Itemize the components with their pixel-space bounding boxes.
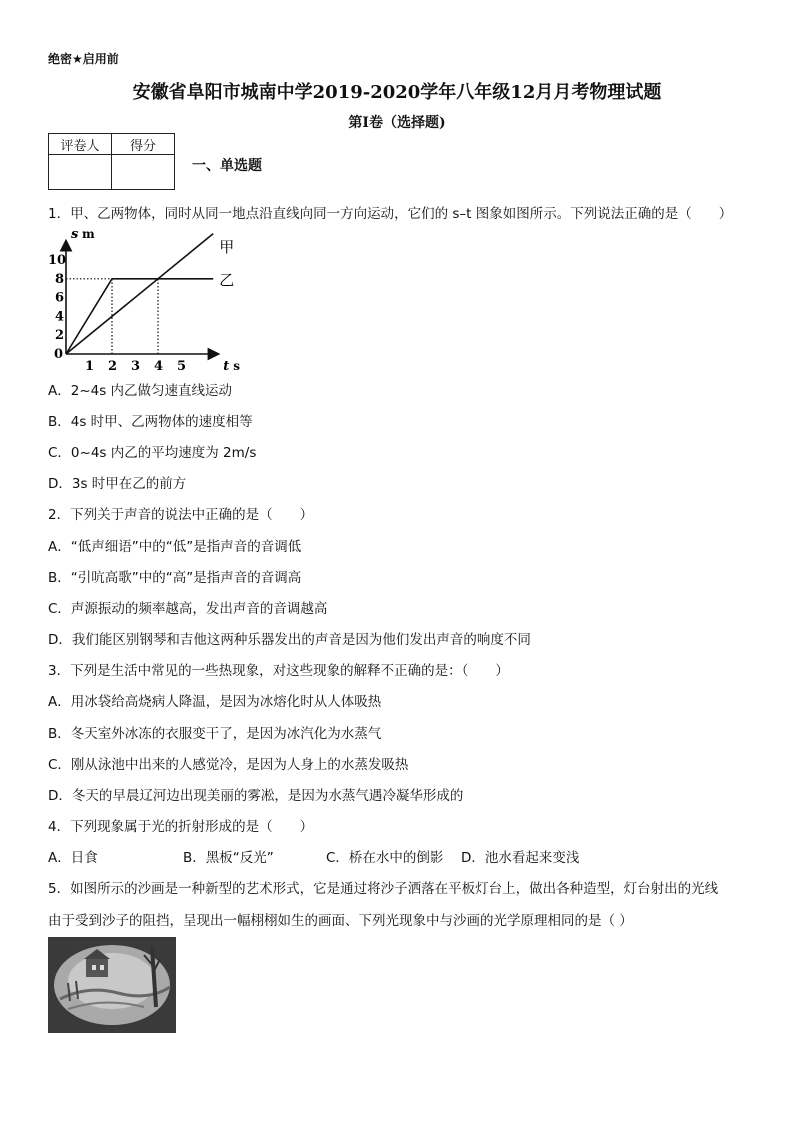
q4-option-c: C．桥在水中的倒影 <box>326 850 444 866</box>
q1-stem: 1．甲、乙两物体，同时从同一地点沿直线向同一方向运动，它们的 s–t 图象如图所示。下列说法正确的是（ ） <box>48 206 733 222</box>
x-tick-label: 3 <box>131 359 141 372</box>
series-label: 乙 <box>219 270 235 289</box>
y-tick-label: 10 <box>48 253 67 268</box>
x-tick-label: 2 <box>108 359 118 372</box>
q4-option-d: D．池水看起来变浅 <box>461 850 580 866</box>
x-tick-label: 5 <box>177 359 187 372</box>
q1-option-b: B．4s 时甲、乙两物体的速度相等 <box>48 414 253 430</box>
q5-stem-line2: 由于受到沙子的阻挡，呈现出一幅栩栩如生的画面、下列光现象中与沙画的光学原理相同的是（ ） <box>48 913 633 929</box>
q2-stem: 2．下列关于声音的说法中正确的是（ ） <box>48 507 314 523</box>
exam-subtitle: 第I卷（选择题) <box>348 115 446 131</box>
y-axis-unit: m <box>82 227 95 241</box>
x-axis-unit: s <box>233 359 240 372</box>
series-label: 甲 <box>219 238 235 256</box>
q3-option-a: A．用冰袋给高烧病人降温，是因为冰熔化时从人体吸热 <box>48 694 382 710</box>
y-tick-label: 4 <box>55 309 65 325</box>
confidential-label: 绝密★启用前 <box>48 52 119 66</box>
q1-option-c: C．0~4s 内乙的平均速度为 2m/s <box>48 445 257 461</box>
q3-option-b: B．冬天室外冰冻的衣服变干了，是因为冰汽化为水蒸气 <box>48 726 382 742</box>
q3-option-c: C．刚从泳池中出来的人感觉冷，是因为人身上的水蒸发吸热 <box>48 757 409 773</box>
q2-option-a: A．“低声细语”中的“低”是指声音的音调低 <box>48 539 302 555</box>
q2-option-d: D．我们能区别钢琴和吉他这两种乐器发出的声音是因为他们发出声音的响度不同 <box>48 632 531 648</box>
y-tick-label: 8 <box>55 271 65 287</box>
q1-option-d: D．3s 时甲在乙的前方 <box>48 476 187 492</box>
origin-label: 0 <box>54 347 64 362</box>
sand-painting-image <box>48 937 176 1033</box>
q5-stem-line1: 5．如图所示的沙画是一种新型的艺术形式，它是通过将沙子洒落在平板灯台上，做出各种造型，灯台射出的光线 <box>48 881 719 897</box>
y-axis-label: s <box>71 227 79 242</box>
x-axis-label: t <box>223 359 230 372</box>
q1-option-a: A．2~4s 内乙做匀速直线运动 <box>48 383 233 399</box>
score-table <box>48 133 175 190</box>
section-title: 一、单选题 <box>192 158 262 174</box>
q3-stem: 3．下列是生活中常见的一些热现象，对这些现象的解释不正确的是：（ ） <box>48 663 509 679</box>
grader-cell <box>49 155 112 190</box>
score-header: 得分 <box>112 134 175 155</box>
y-tick-label: 2 <box>55 328 65 344</box>
series-line-yi <box>66 279 213 354</box>
grader-header: 评卷人 <box>49 134 112 155</box>
x-tick-label: 1 <box>85 359 95 372</box>
q4-stem: 4．下列现象属于光的折射形成的是（ ） <box>48 819 314 835</box>
score-cell <box>112 155 175 190</box>
q2-option-b: B．“引吭高歌”中的“高”是指声音的音调高 <box>48 570 302 586</box>
q3-option-d: D．冬天的早晨辽河边出现美丽的雾凇，是因为水蒸气遇冷凝华形成的 <box>48 788 464 804</box>
series-line-jia <box>66 234 213 354</box>
q4-option-a: A．日食 <box>48 850 98 866</box>
x-tick-label: 4 <box>154 359 164 372</box>
q2-option-c: C．声源振动的频率越高，发出声音的音调越高 <box>48 601 328 617</box>
y-tick-label: 6 <box>55 290 65 306</box>
s-t-chart <box>48 224 248 372</box>
exam-title: 安徽省阜阳市城南中学2019-2020学年八年级12月月考物理试题 <box>132 82 662 103</box>
q4-option-b: B．黑板“反光” <box>183 850 274 866</box>
